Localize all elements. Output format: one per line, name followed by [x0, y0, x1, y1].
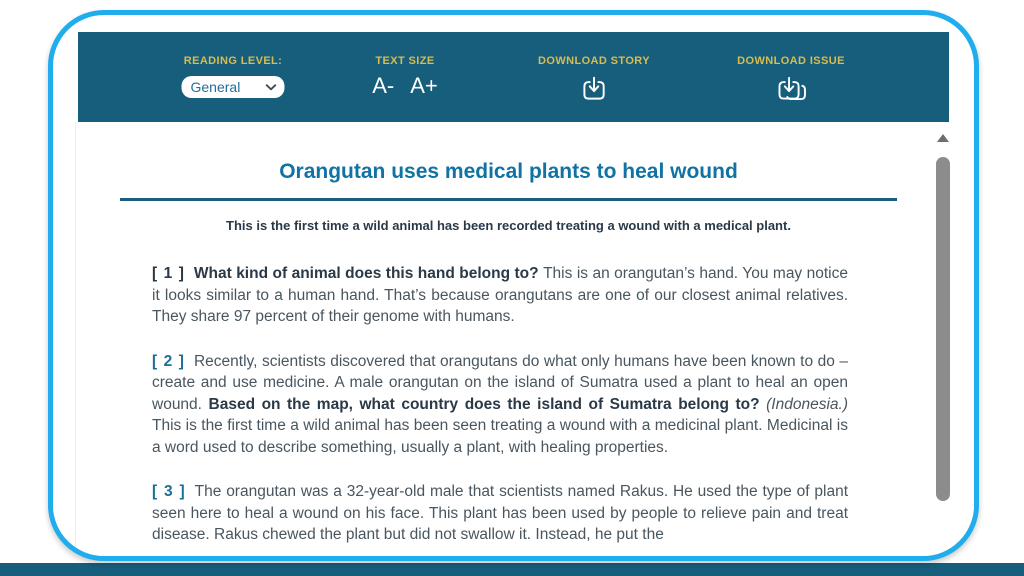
scrollbar-thumb[interactable]	[936, 157, 950, 501]
paragraph-segment: The orangutan was a 32-year-old male that scientists named Rakus. He used the type of plant seen here to heal a wound on his face. This plant has been used by people to relieve pain and treat disease. Rakus chewed the plant but did not swallow it. Instead, he put the	[152, 483, 848, 543]
download-stack-icon	[774, 74, 808, 104]
paragraph-number: [ 3 ]	[152, 483, 186, 500]
paragraph-number: [ 2 ]	[152, 352, 185, 370]
download-issue-label: DOWNLOAD ISSUE	[737, 55, 845, 67]
text-size-increase-button[interactable]: A+	[410, 73, 438, 98]
content-divider	[75, 122, 76, 556]
story-card	[48, 10, 979, 561]
article	[120, 159, 897, 546]
paragraph-segment: Based on the map, what country does the island of Sumatra belong to?	[208, 395, 767, 413]
page-title: Orangutan uses medical plants to heal wound	[279, 160, 738, 183]
paragraph-segment: This is the first time a wild animal has been seen treating a wound with a medicinal plant. Medicinal is a word used to describe something, usually a plant, with healing properties.	[152, 417, 848, 456]
download-icon	[579, 74, 609, 104]
download-story-button[interactable]	[579, 74, 609, 104]
story-content	[53, 122, 974, 556]
reading-level-value: General	[190, 79, 241, 95]
article-subtitle: This is the first time a wild animal has been recorded treating a wound with a medical plant.	[226, 218, 791, 233]
text-size-label: TEXT SIZE	[375, 55, 435, 67]
toolbar	[78, 32, 949, 122]
paragraph-segment: Recently, scientists discovered that orangutans do what only humans have been known to do – create and use medicine. A male orangutan on the island of Sumatra used a plant to heal an open wound.	[152, 352, 849, 413]
download-issue-group	[737, 32, 845, 122]
paragraph-segment: What kind of animal does this hand belong to?	[193, 265, 544, 282]
paragraph	[152, 263, 848, 328]
scroll-up-arrow-icon[interactable]	[937, 134, 949, 142]
paragraph	[152, 481, 848, 546]
paragraph-segment: This is an orangutan’s hand. You may notice it looks similar to a human hand. That’s because orangutans are one of our closest animal relatives. They share 97 percent of their genome with humans.	[152, 265, 848, 325]
reading-level-label: READING LEVEL:	[183, 55, 283, 67]
download-issue-button[interactable]	[774, 74, 808, 104]
paragraph	[152, 351, 848, 459]
reading-level-group	[182, 32, 285, 122]
page-footer-band	[0, 563, 1024, 576]
paragraph-number: [ 1 ]	[152, 265, 185, 282]
download-story-label: DOWNLOAD STORY	[538, 55, 650, 67]
paragraph-list	[120, 263, 897, 546]
paragraph-segment: (Indonesia.)	[766, 395, 848, 413]
text-size-decrease-button[interactable]: A-	[372, 73, 395, 98]
reading-level-select[interactable]	[182, 76, 285, 98]
chevron-down-icon	[266, 84, 277, 91]
title-rule	[120, 198, 897, 201]
download-story-group	[538, 32, 650, 122]
text-size-group	[372, 32, 438, 122]
scrollbar[interactable]	[930, 122, 956, 556]
